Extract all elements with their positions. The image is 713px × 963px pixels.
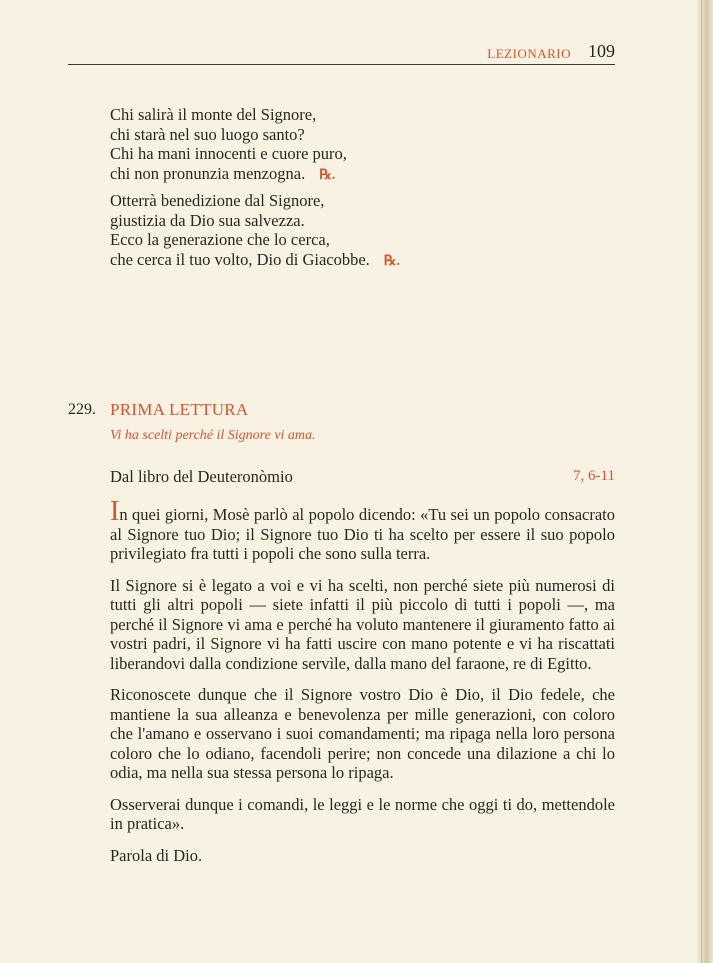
psalm-stanza-1 <box>110 105 347 185</box>
psalm-line: Otterrà benedizione dal Signore, <box>110 191 325 210</box>
psalm-line: giustizia da Dio sua salvezza. <box>110 210 305 230</box>
paragraph: Osserverai dunque i comandi, le leggi e le norme che oggi ti do, mettendole in pratica». <box>110 794 615 833</box>
reading-source: Dal libro del Deuteronòmio <box>110 467 293 486</box>
closing-formula: Parola di Dio. <box>110 845 203 865</box>
page-edge <box>697 0 713 963</box>
psalm-line: chi starà nel suo luogo santo? <box>110 124 305 144</box>
reading-reference: 7, 6-11 <box>573 468 615 484</box>
paragraph: Il Signore si è legato a voi e vi ha scelti, non perché siete più numerosi di tutti gli altri popoli — siete infatti il più piccolo di tutti i popoli —, ma perché il Signore vi ama e perché ha voluto mantenere il giuramento fatto ai vostri padri, il Signore vi ha fatti uscire con mano potente e vi ha riscattati liberandovi dalla condizione servìle, dalla mano del faraone, re di Egitto. <box>110 575 615 673</box>
drop-cap: I <box>110 496 120 527</box>
reading-number: 229. <box>68 401 96 418</box>
response-symbol: ℞. <box>319 167 336 183</box>
page-number: 109 <box>588 41 615 61</box>
psalm-line: che cerca il tuo volto, Dio di Giacobbe. ℞. <box>110 249 400 269</box>
psalm-line: Chi ha mani innocenti e cuore puro, <box>110 144 347 163</box>
psalm-line: Chi salirà il monte del Signore, <box>110 105 317 124</box>
psalm-stanza-2 <box>110 191 400 271</box>
reading-body <box>110 496 615 877</box>
reading-title: PRIMA LETTURA <box>110 400 249 419</box>
psalm-line: chi non pronunzia menzogna. ℞. <box>110 163 336 183</box>
response-symbol: ℞. <box>383 253 400 269</box>
paragraph: Riconoscete dunque che il Signore vostro Dio è Dio, il Dio fedele, che mantiene la sua alleanza e benevolenza per mille generazioni, con coloro che l'amano e osservano i suoi comandamenti; ma ripaga nella loro persona coloro che lo odiano, facendoli perire; non concede una dilazione a chi lo odia, ma nella sua stessa persona lo ripaga. <box>110 685 615 782</box>
header-title: LEZIONARIO <box>487 46 571 61</box>
psalm-line: Ecco la generazione che lo cerca, <box>110 230 330 249</box>
reading-subtitle: Vi ha scelti perché il Signore vi ama. <box>110 428 316 443</box>
running-header <box>68 42 615 65</box>
paragraph: In quei giorni, Mosè parlò al popolo dicendo: «Tu sei un popolo consacrato al Signore tuo Dio; il Signore tuo Dio ti ha scelto per essere il suo popolo privilegiato fra tutti i popoli che sono sulla terra. <box>110 496 615 563</box>
